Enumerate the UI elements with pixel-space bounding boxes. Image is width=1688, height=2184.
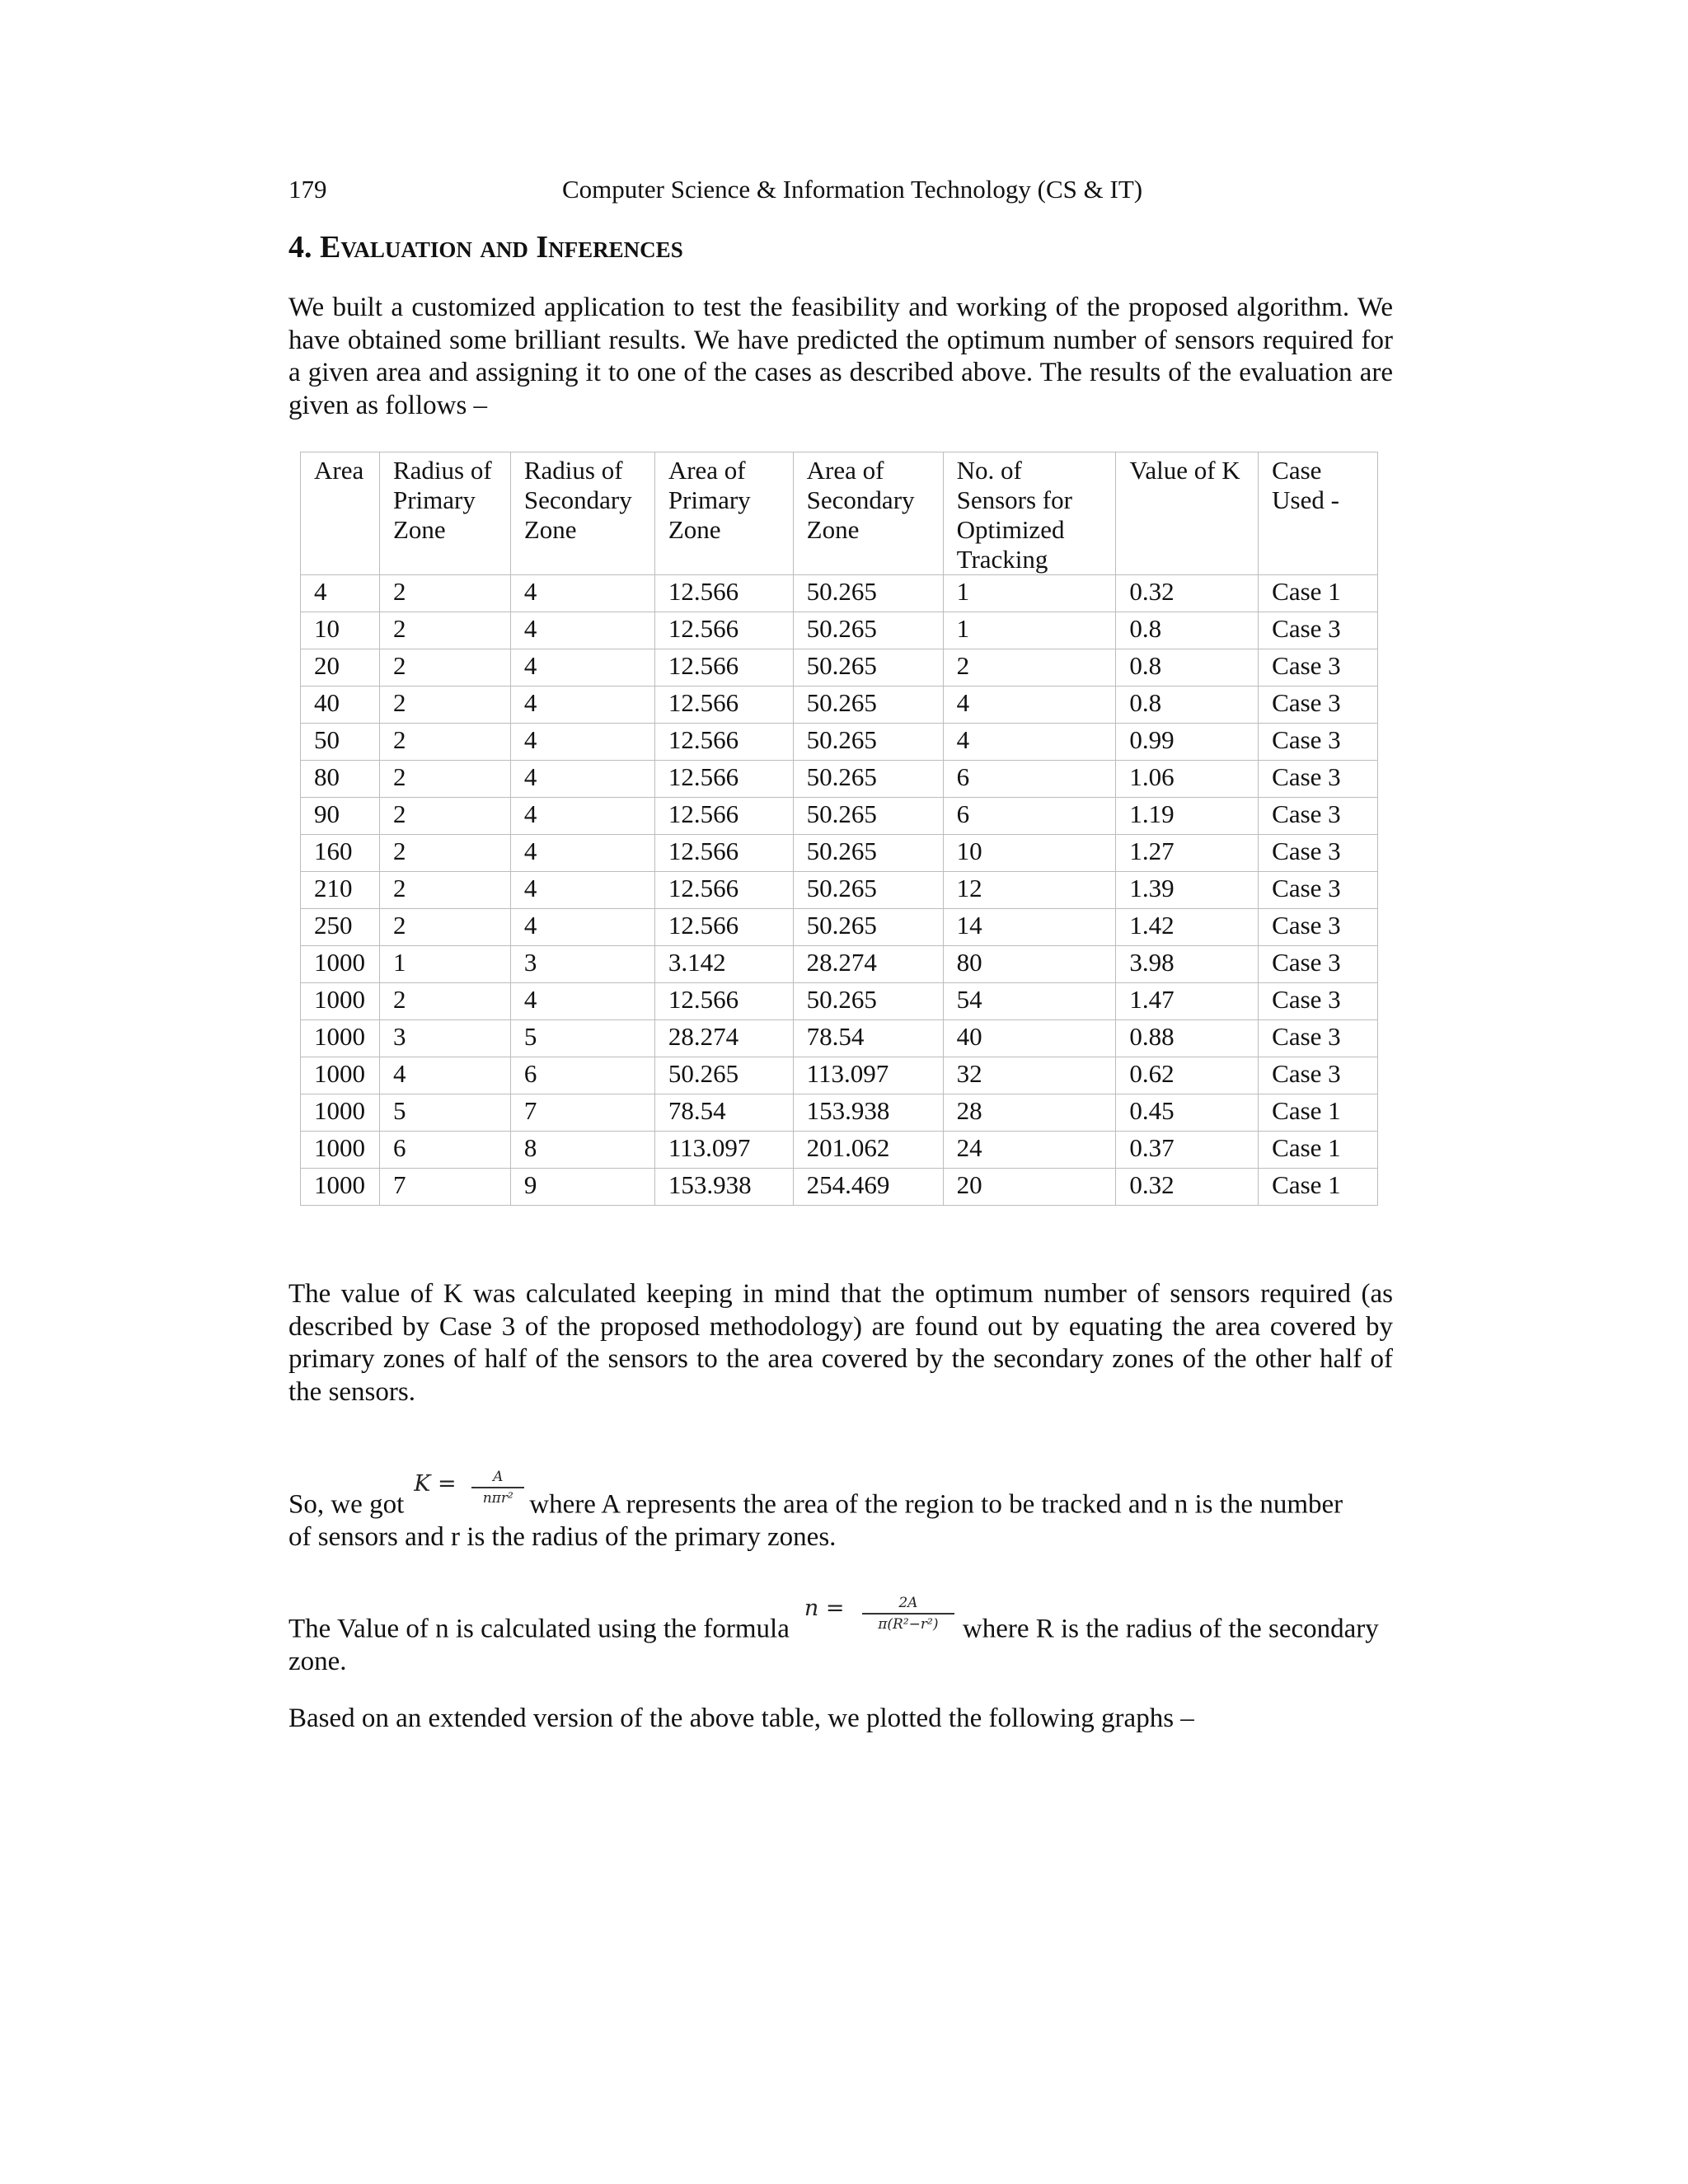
table-cell: 7 [510,1094,654,1132]
table-cell: 50.265 [793,612,943,649]
table-cell: 201.062 [793,1132,943,1169]
table-cell: 254.469 [793,1169,943,1206]
table-cell: 4 [301,575,380,612]
n-formula-suffix: where R is the radius of the secondary [962,1614,1379,1644]
table-cell: 4 [510,872,654,909]
table-header-cell: Area of Primary Zone [654,452,793,575]
table-cell: 0.8 [1116,649,1259,687]
table-cell: 1.39 [1116,872,1259,909]
n-formula-line2: zone. [288,1647,347,1676]
table-row [301,724,1378,761]
table-cell: 40 [943,1020,1116,1057]
table-cell: 1000 [301,1132,380,1169]
table-row [301,872,1378,909]
table-cell: 0.37 [1116,1132,1259,1169]
table-cell: 20 [301,649,380,687]
table-cell: 1.06 [1116,761,1259,798]
table-cell: Case 1 [1259,1094,1378,1132]
table-cell: 78.54 [654,1094,793,1132]
table-cell: 4 [510,835,654,872]
table-row [301,946,1378,983]
table-cell: 12.566 [654,687,793,724]
table-cell: 2 [379,612,510,649]
table-cell: 2 [379,575,510,612]
intro-paragraph: We built a customized application to test the feasibility and working of the proposed algorithm. We have obtained some brilliant results. We have predicted the optimum number of sensors required for a given area and assigning it to one of the cases as described above. The results of the evaluation are given as follows – [288,293,1393,420]
table-cell: 1000 [301,946,380,983]
table-cell: 2 [379,649,510,687]
table-cell: 1000 [301,1094,380,1132]
table-cell: 40 [301,687,380,724]
table-cell: 0.8 [1116,687,1259,724]
table-cell: 32 [943,1057,1116,1094]
results-table [300,452,1378,1206]
table-cell: Case 1 [1259,1169,1378,1206]
table-cell: 6 [943,761,1116,798]
table-cell: 1.27 [1116,835,1259,872]
table-cell: 4 [510,798,654,835]
table-header-cell: Area [301,452,380,575]
table-cell: 1.19 [1116,798,1259,835]
table-cell: 12.566 [654,612,793,649]
table-cell: Case 3 [1259,983,1378,1020]
table-row [301,761,1378,798]
section-heading [288,224,683,270]
table-cell: 113.097 [654,1132,793,1169]
table-cell: 4 [510,687,654,724]
table-cell: 50.265 [654,1057,793,1094]
table-header-cell: No. of Sensors for Optimized Tracking [943,452,1116,575]
table-body [301,575,1378,1206]
table-row [301,612,1378,649]
table-cell: 24 [943,1132,1116,1169]
k-formula-denominator: nπr² [482,1490,513,1507]
closing-paragraph: Based on an extended version of the above table, we plotted the following graphs – [288,1704,1194,1733]
k-formula-line2: of sensors and r is the radius of the primary zones. [288,1522,837,1552]
table-cell: 2 [379,909,510,946]
table-cell: 28.274 [654,1020,793,1057]
table-cell: 2 [379,983,510,1020]
table-cell: 153.938 [654,1169,793,1206]
table-cell: 4 [379,1057,510,1094]
table-cell: 1 [943,612,1116,649]
table-cell: 20 [943,1169,1116,1206]
table-cell: 28 [943,1094,1116,1132]
n-formula-fraction-bar [862,1613,954,1615]
table-cell: 1000 [301,1057,380,1094]
running-header [288,171,1393,208]
table-header-row [301,452,1378,575]
table-cell: 12.566 [654,761,793,798]
journal-title: Computer Science & Information Technology (CS & IT) [562,175,1143,204]
n-formula-denominator: π(R²−r²) [878,1616,939,1633]
table-cell: 12.566 [654,724,793,761]
table-cell: 50.265 [793,687,943,724]
n-formula-numerator: 2A [898,1595,918,1611]
table-cell: 1.42 [1116,909,1259,946]
table-row [301,798,1378,835]
table-cell: 2 [379,872,510,909]
table-cell: 0.88 [1116,1020,1259,1057]
table-cell: 2 [379,761,510,798]
table-cell: Case 3 [1259,1020,1378,1057]
table-cell: 8 [510,1132,654,1169]
table-cell: 3.142 [654,946,793,983]
table-cell: Case 3 [1259,649,1378,687]
table-cell: 50.265 [793,761,943,798]
table-cell: 50.265 [793,872,943,909]
table-cell: 12 [943,872,1116,909]
table-row [301,1094,1378,1132]
table-cell: 2 [379,687,510,724]
section-title-part2: Inferences [536,230,683,265]
table-cell: 7 [379,1169,510,1206]
k-explanation-paragraph: The value of K was calculated keeping in mind that the optimum number of sensors required (as described by Case 3 of the proposed methodology) are found out by equating the area covered by primary zones of half of the sensors to the area covered by the secondary zones of the other half of the sensors. [288,1279,1393,1407]
table-cell: 50.265 [793,909,943,946]
table-row [301,1020,1378,1057]
table-cell: 2 [379,798,510,835]
table-cell: 0.99 [1116,724,1259,761]
table-cell: 210 [301,872,380,909]
table-cell: 5 [379,1094,510,1132]
table-cell: Case 3 [1259,909,1378,946]
table-row [301,909,1378,946]
table-cell: 160 [301,835,380,872]
table-cell: 4 [510,575,654,612]
k-formula-fraction-bar [471,1487,524,1488]
table-row [301,575,1378,612]
table-cell: 28.274 [793,946,943,983]
table-cell: 2 [379,835,510,872]
table-cell: 9 [510,1169,654,1206]
table-cell: Case 3 [1259,761,1378,798]
k-formula-lhs: K = [414,1471,457,1497]
table-cell: 78.54 [793,1020,943,1057]
table-cell: 50.265 [793,649,943,687]
table-cell: 50.265 [793,798,943,835]
table-cell: 54 [943,983,1116,1020]
table-row [301,835,1378,872]
table-cell: 50.265 [793,575,943,612]
table-cell: 90 [301,798,380,835]
table-cell: 6 [943,798,1116,835]
n-formula [804,1596,956,1646]
table-cell: Case 3 [1259,724,1378,761]
table-cell: 6 [379,1132,510,1169]
table-cell: 1.47 [1116,983,1259,1020]
table-cell: Case 1 [1259,575,1378,612]
table-cell: Case 3 [1259,872,1378,909]
section-title-part1: Evaluation and [320,230,528,265]
table-cell: 12.566 [654,983,793,1020]
table-cell: 2 [943,649,1116,687]
n-formula-prefix: The Value of n is calculated using the formula [288,1614,790,1644]
table-cell: 1 [379,946,510,983]
k-formula-paragraph [288,1467,1393,1554]
table-cell: 5 [510,1020,654,1057]
table-cell: 1 [943,575,1116,612]
table-cell: 1000 [301,1169,380,1206]
table-cell: 4 [943,687,1116,724]
table-cell: 1000 [301,983,380,1020]
table-cell: 0.32 [1116,1169,1259,1206]
table-cell: 4 [510,909,654,946]
table-cell: Case 3 [1259,835,1378,872]
table-cell: 50.265 [793,724,943,761]
table-cell: 50.265 [793,835,943,872]
table-cell: Case 3 [1259,612,1378,649]
table-cell: 12.566 [654,835,793,872]
table-row [301,687,1378,724]
table-cell: 14 [943,909,1116,946]
table-header-cell: Radius of Primary Zone [379,452,510,575]
table-cell: 3.98 [1116,946,1259,983]
table-header-cell: Radius of Secondary Zone [510,452,654,575]
table-cell: 12.566 [654,798,793,835]
table-cell: 10 [301,612,380,649]
section-number: 4. [288,230,312,265]
table-row [301,1057,1378,1094]
table-cell: 4 [510,761,654,798]
table-cell: Case 3 [1259,946,1378,983]
n-formula-lhs: n = [804,1596,845,1621]
table-cell: 12.566 [654,872,793,909]
table-cell: 12.566 [654,909,793,946]
table-cell: 50.265 [793,983,943,1020]
table-cell: 1000 [301,1020,380,1057]
table-cell: 4 [510,612,654,649]
table-cell: 250 [301,909,380,946]
table-cell: Case 3 [1259,687,1378,724]
page-number: 179 [288,175,327,204]
k-formula-suffix: where A represents the area of the region to be tracked and n is the number [529,1489,1343,1520]
table-cell: 3 [510,946,654,983]
table-cell: 3 [379,1020,510,1057]
table-row [301,1132,1378,1169]
table-row [301,1169,1378,1206]
table-header-cell: Case Used - [1259,452,1378,575]
table-cell: 4 [510,649,654,687]
table-cell: 6 [510,1057,654,1094]
table-cell: Case 3 [1259,798,1378,835]
table-cell: 4 [943,724,1116,761]
table-header-cell: Area of Secondary Zone [793,452,943,575]
k-formula-prefix: So, we got [288,1489,405,1520]
table-row [301,983,1378,1020]
table-cell: Case 1 [1259,1132,1378,1169]
table-cell: 0.8 [1116,612,1259,649]
k-formula [414,1467,524,1521]
n-formula-paragraph [288,1596,1393,1679]
table-cell: 0.45 [1116,1094,1259,1132]
table-cell: 0.32 [1116,575,1259,612]
table-header-cell: Value of K [1116,452,1259,575]
table-cell: 0.62 [1116,1057,1259,1094]
table-cell: 10 [943,835,1116,872]
table-cell: 80 [301,761,380,798]
table-cell: 4 [510,983,654,1020]
table-cell: 2 [379,724,510,761]
table-cell: 12.566 [654,575,793,612]
table-cell: 4 [510,724,654,761]
table-cell: 113.097 [793,1057,943,1094]
table-cell: 153.938 [793,1094,943,1132]
table-cell: 12.566 [654,649,793,687]
table-cell: 80 [943,946,1116,983]
table-cell: Case 3 [1259,1057,1378,1094]
k-formula-numerator: A [493,1469,504,1485]
table-row [301,649,1378,687]
table-cell: 50 [301,724,380,761]
